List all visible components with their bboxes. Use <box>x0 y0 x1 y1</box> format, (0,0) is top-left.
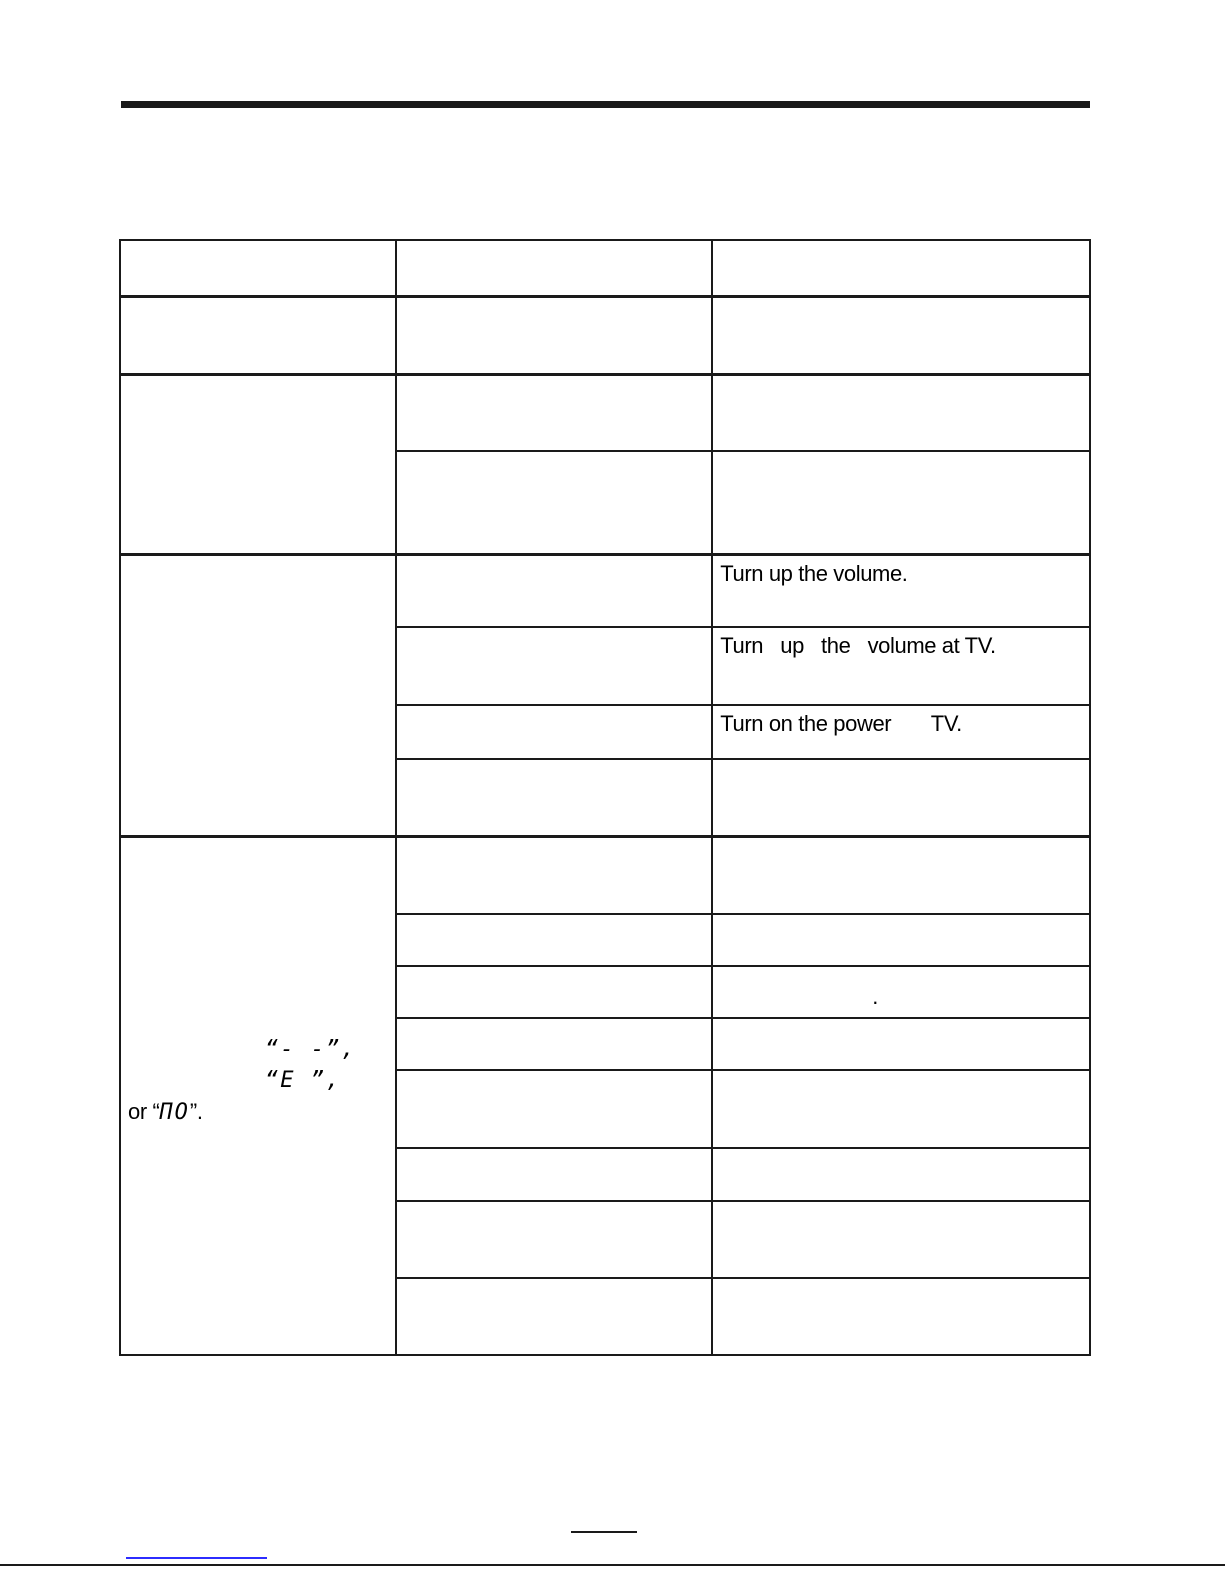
remedy-cell: . <box>712 966 1090 1018</box>
header-rule <box>121 101 1090 108</box>
table-row <box>120 836 1090 914</box>
remedy-cell <box>712 1070 1090 1148</box>
cause-cell <box>396 759 713 836</box>
header-cell-remedy <box>712 240 1090 296</box>
cause-cell <box>396 451 713 554</box>
cause-cell <box>396 914 713 966</box>
remedy-cell <box>712 374 1090 451</box>
remedy-cell: Turn up the volume. <box>712 554 1090 627</box>
cause-cell <box>396 836 713 914</box>
table-row <box>120 374 1090 451</box>
symptom-cell <box>120 554 396 836</box>
cause-cell <box>396 1148 713 1201</box>
header-cell-cause <box>396 240 713 296</box>
header-cell-symptom <box>120 240 396 296</box>
table-row <box>120 296 1090 374</box>
remedy-cell <box>712 1148 1090 1201</box>
cause-cell <box>396 296 713 374</box>
symptom-cell <box>120 836 396 1355</box>
cause-cell <box>396 1278 713 1355</box>
remedy-cell <box>712 759 1090 836</box>
cause-cell <box>396 374 713 451</box>
symptom-display-code-no: or “ПО”. <box>128 1099 203 1126</box>
cause-cell <box>396 1201 713 1278</box>
remedy-cell <box>712 914 1090 966</box>
footer-rule <box>0 1564 1225 1566</box>
remedy-cell: Turn on the power TV. <box>712 705 1090 759</box>
remedy-cell <box>712 1278 1090 1355</box>
table-row <box>120 554 1090 627</box>
cause-cell <box>396 705 713 759</box>
display-code-symptom <box>128 1034 390 1129</box>
remedy-cell <box>712 1201 1090 1278</box>
symptom-cell <box>120 296 396 374</box>
cause-cell <box>396 1018 713 1070</box>
footer-link-underline[interactable] <box>126 1557 267 1559</box>
page-number-rule <box>571 1531 637 1533</box>
table-header-row <box>120 240 1090 296</box>
cause-cell <box>396 627 713 705</box>
remedy-cell <box>712 296 1090 374</box>
symptom-cell <box>120 374 396 554</box>
remedy-cell <box>712 836 1090 914</box>
cause-cell <box>396 554 713 627</box>
remedy-cell: Turn up the volume at TV. <box>712 627 1090 705</box>
symptom-display-codes: “- -”, “E ”, <box>265 1036 357 1094</box>
cause-cell <box>396 966 713 1018</box>
remedy-cell <box>712 451 1090 554</box>
troubleshooting-table <box>119 239 1091 1356</box>
remedy-cell <box>712 1018 1090 1070</box>
cause-cell <box>396 1070 713 1148</box>
